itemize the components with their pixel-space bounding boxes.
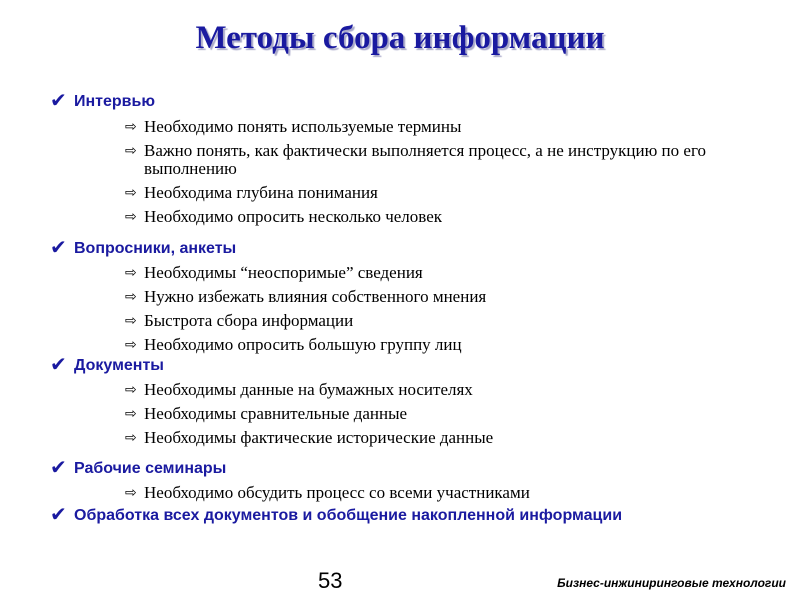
list-item xyxy=(125,208,770,226)
list-item-text: Необходимы сравнительные данные xyxy=(144,404,408,423)
hollow-arrow-icon: ⇨ xyxy=(125,119,137,135)
hollow-arrow-icon: ⇨ xyxy=(125,265,137,281)
list-item-text: Необходима глубина понимания xyxy=(144,183,378,202)
list-item xyxy=(125,142,770,178)
check-icon: ✔ xyxy=(50,235,67,259)
list-item xyxy=(125,381,770,399)
section-heading xyxy=(50,88,770,112)
hollow-arrow-icon: ⇨ xyxy=(125,143,137,159)
hollow-arrow-icon: ⇨ xyxy=(125,406,137,422)
list-item xyxy=(125,184,770,202)
list-item-text: Необходимо понять используемые термины xyxy=(144,117,462,136)
footer-text: Бизнес-инжиниринговые технологии xyxy=(557,576,786,590)
bullet-list xyxy=(50,88,770,526)
list-item-text: Необходимо опросить несколько человек xyxy=(144,207,443,226)
list-item xyxy=(125,336,770,354)
hollow-arrow-icon: ⇨ xyxy=(125,382,137,398)
hollow-arrow-icon: ⇨ xyxy=(125,337,137,353)
section-heading xyxy=(50,352,770,376)
check-icon: ✔ xyxy=(50,352,67,376)
hollow-arrow-icon: ⇨ xyxy=(125,209,137,225)
list-item-text: Необходимо обсудить процесс со всеми участниками xyxy=(144,483,530,502)
list-item-text: Быстрота сбора информации xyxy=(144,311,354,330)
page-number: 53 xyxy=(318,568,343,593)
hollow-arrow-icon: ⇨ xyxy=(125,485,137,501)
list-item xyxy=(125,288,770,306)
list-item xyxy=(125,405,770,423)
list-item-text: Необходимо опросить большую группу лиц xyxy=(144,335,462,354)
hollow-arrow-icon: ⇨ xyxy=(125,313,137,329)
section-heading-text: Вопросники, анкеты xyxy=(74,240,237,257)
check-icon: ✔ xyxy=(50,502,67,526)
section-heading xyxy=(50,455,770,479)
section-heading-text: Обработка всех документов и обобщение накопленной информации xyxy=(74,507,623,524)
slide-title: Методы сбора информации xyxy=(195,20,605,56)
hollow-arrow-icon: ⇨ xyxy=(125,430,137,446)
hollow-arrow-icon: ⇨ xyxy=(125,185,137,201)
list-item-text: Необходимы “неоспоримые” сведения xyxy=(144,263,423,282)
list-item-text: Важно понять, как фактически выполняется процесс, а не инструкцию по его выполнению xyxy=(144,141,706,178)
section-heading-text: Документы xyxy=(74,357,164,374)
list-item xyxy=(125,484,770,502)
section-heading xyxy=(50,502,770,526)
list-item-text: Нужно избежать влияния собственного мнения xyxy=(144,287,487,306)
list-item-text: Необходимы фактические исторические данные xyxy=(144,428,494,447)
hollow-arrow-icon: ⇨ xyxy=(125,289,137,305)
list-item xyxy=(125,312,770,330)
list-item xyxy=(125,264,770,282)
list-item xyxy=(125,429,770,447)
section-heading-text: Интервью xyxy=(74,93,156,110)
check-icon: ✔ xyxy=(50,88,67,112)
list-item-text: Необходимы данные на бумажных носителях xyxy=(144,380,473,399)
list-item xyxy=(125,118,770,136)
section-heading-text: Рабочие семинары xyxy=(74,460,227,477)
section-heading xyxy=(50,235,770,259)
check-icon: ✔ xyxy=(50,455,67,479)
